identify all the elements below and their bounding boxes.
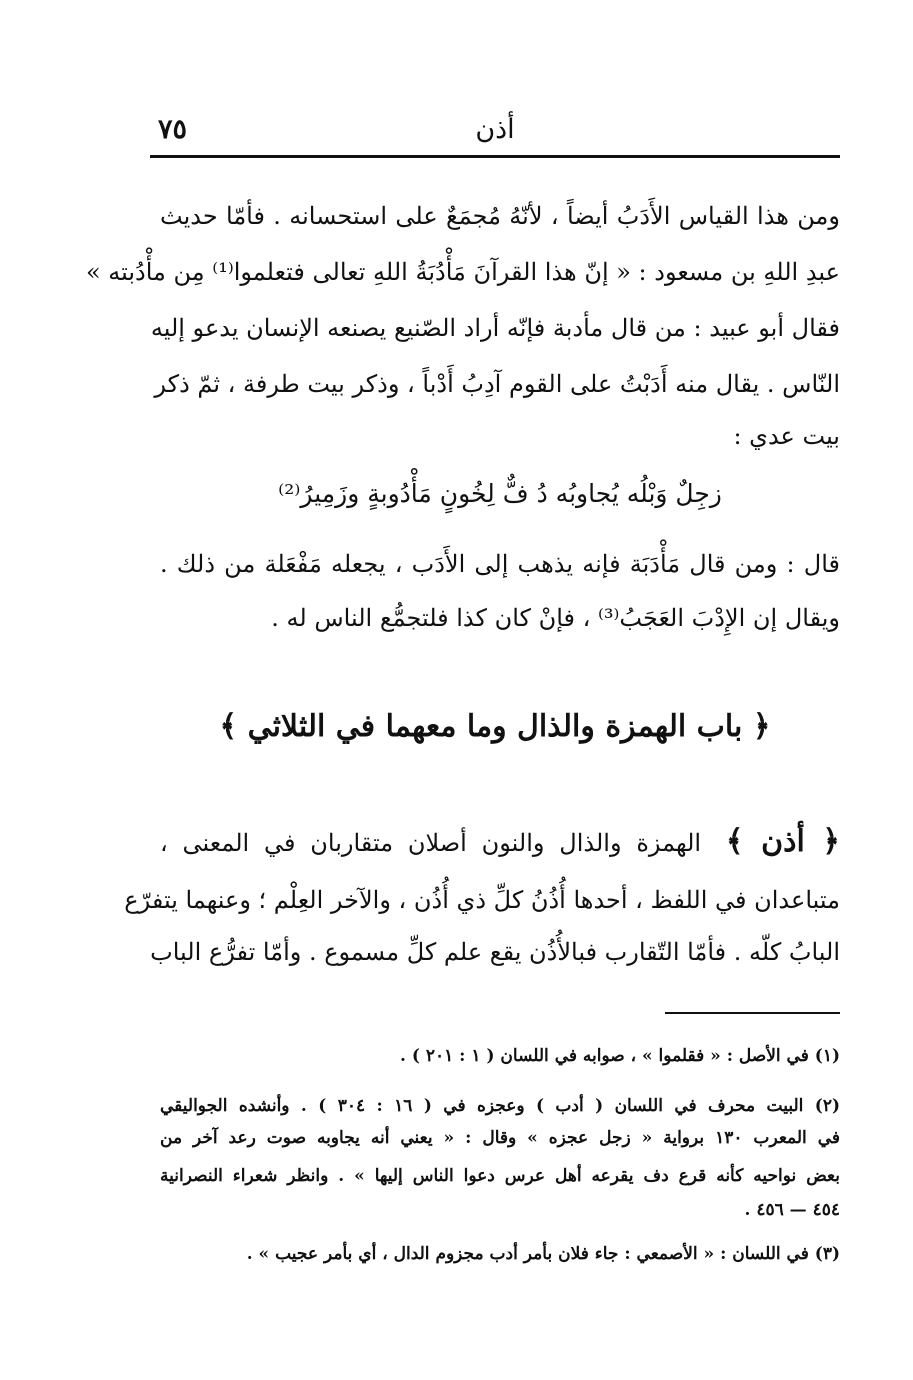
poetry-verse: زجِلٌ وَبْلُه يُجاوبُه دُ فٌّ لِخُونٍ مَأْدُوبةٍ وزَمِيرُ⁽²⁾ — [278, 479, 722, 508]
page-number: ٧٥ — [158, 114, 188, 145]
footnote: في المعرب ١٣٠ برواية « زجل عجزه » وقال : « يعني أنه يجاوبه صوت رعد آخر من — [160, 1128, 840, 1148]
body-line: فقال أبو عبيد : من قال مأدبة فإنّه أراد الصّنيع يصنعه الإنسان يدعو إليه — [150, 314, 840, 342]
footnote: (١) في الأصل : « فقلموا » ، صوابه في اللسان ( ١ : ٢٠١ ) . — [400, 1046, 840, 1066]
body-line: البابُ كلّه . فأمّا التّقارب فبالأُذُن يقع علم كلِّ مسموع . وأمّا تفرُّع الباب — [150, 938, 840, 966]
body-line: بيت عدي : — [733, 422, 840, 450]
footnote: بعض نواحيه كأنه قرع دف يقرعه أهل عرس دعوا الناس إليها » . وانظر شعراء النصرانية — [160, 1166, 840, 1186]
body-line: متباعدان في اللفظ ، أحدها أُذُنُ كلِّ ذي أُذُن ، والآخر العِلْم ؛ وعنهما يتفرّع — [124, 886, 840, 914]
page-header — [150, 112, 840, 152]
header-rule — [150, 155, 840, 158]
section-title: ﴿ باب الهمزة والذال وما معهما في الثلاثي ﴾ — [219, 709, 771, 744]
footnote: ٤٥٤ — ٤٥٦ . — [744, 1200, 840, 1220]
entry-first-line — [160, 822, 840, 863]
entry-headword: ﴿ أذن ﴾ — [725, 824, 840, 859]
entry-text: الهمزة والذال والنون أصلان متقاربان في المعنى ، — [160, 829, 702, 857]
footnote: (٣) في اللسان : « الأصمعي : جاء فلان بأمر أدب مجزوم الدال ، أي بأمر عجيب » . — [246, 1244, 840, 1264]
body-line: عبدِ اللهِ بن مسعود : « إنّ هذا القرآنَ مَأْدُبَةُ اللهِ تعالى فتعلموا⁽¹⁾ مِن مأْدُبته » — [85, 258, 840, 286]
body-line: قال : ومن قال مَأْدَبَة فإنه يذهب إلى الأَدَب ، يجعله مَفْعَلة من ذلك . — [160, 550, 840, 578]
body-line: ويقال إن الإِدْبَ العَجَبُ⁽³⁾ ، فإنْ كان كذا فلتجمُّع الناس له . — [271, 604, 840, 632]
body-line: ومن هذا القياس الأَدَبُ أيضاً ، لأنّهُ مُجمَعٌ على استحسانه . فأمّا حديث — [160, 202, 840, 230]
footnote: (٢) البيت محرف في اللسان ( أدب ) وعجزه في ( ١٦ : ٣٠٤ ) . وأنشده الجواليقي — [160, 1096, 840, 1116]
footnote-rule — [665, 1012, 840, 1014]
body-line: النّاس . يقال منه أَدَبْتُ على القوم آدِبُ أَدْباً ، وذكر بيت طرفة ، ثمّ ذكر — [154, 370, 840, 398]
running-head: أذن — [475, 114, 515, 145]
